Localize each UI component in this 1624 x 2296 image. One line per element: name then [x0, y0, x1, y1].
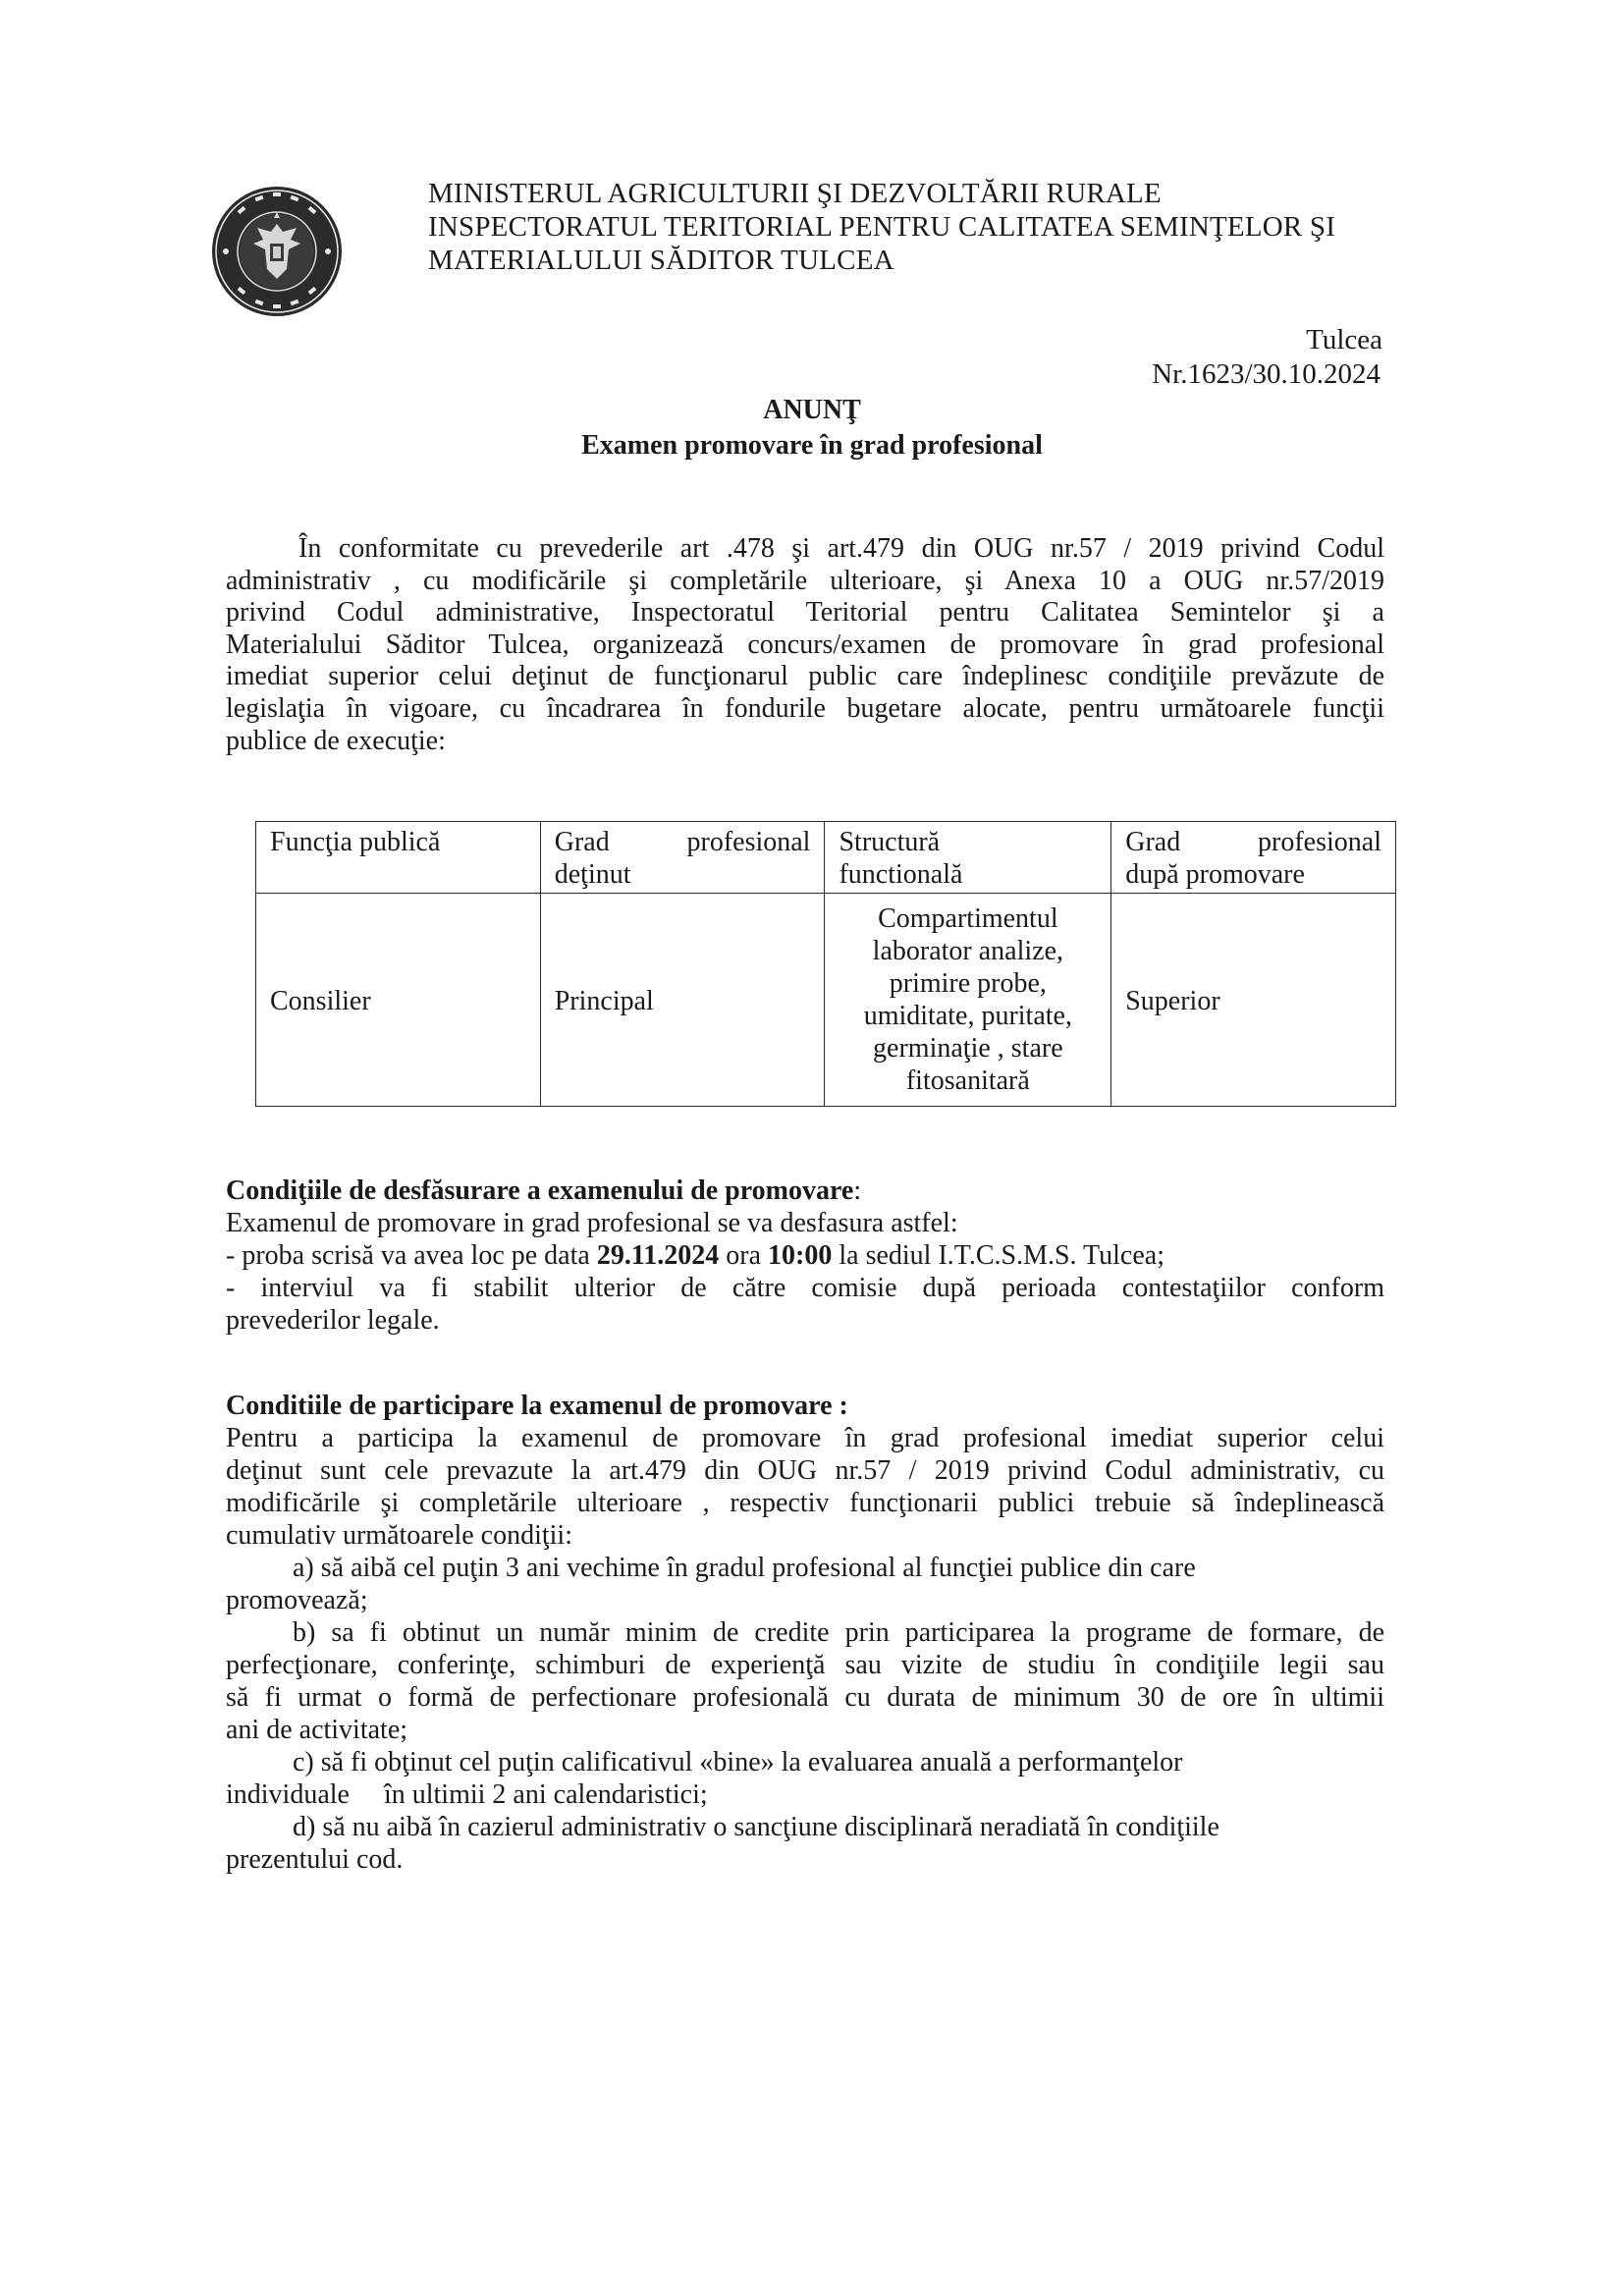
cell-grad-dupa: Superior: [1111, 894, 1396, 1107]
positions-table: [255, 821, 1396, 1107]
condition-a: a) să aibă cel puţin 3 ani vechime în gradul profesional al funcţiei publice din care: [293, 1553, 1196, 1583]
table-header-cell: Grad profesional deţinut: [540, 822, 825, 894]
cell-functia: Consilier: [256, 894, 541, 1107]
condition-b: b) sa fi obtinut un număr minim de credite prin participarea la programe de formare, de: [293, 1617, 1384, 1648]
condition-c: individuale în ultimii 2 ani calendaristici;: [226, 1779, 708, 1810]
interview-line: prevederilor legale.: [226, 1305, 440, 1336]
table-header-row: [256, 822, 1396, 894]
intro-line: administrativ , cu modificările şi completările ulterioare, şi Anexa 10 a OUG nr.57/2019: [226, 565, 1384, 596]
section-line: Examenul de promovare in grad profesional se va desfasura astfel:: [226, 1208, 958, 1238]
section-desfasurare: [226, 1175, 1384, 1337]
header-line-material: MATERIALULUI SĂDITOR TULCEA: [428, 245, 894, 276]
document-registration-number: Nr.1623/30.10.2024: [1152, 358, 1380, 390]
intro-line: publice de execuţie:: [226, 725, 446, 756]
section-line: cumulativ următoarele condiţii:: [226, 1520, 572, 1551]
institution-header: [428, 177, 1459, 277]
cell-structura: Compartimentul laborator analize, primire probe, umiditate, puritate, germinaţie , stare fitosanitară: [825, 894, 1111, 1107]
document-subtitle: Examen promovare în grad profesional: [581, 430, 1043, 461]
header-line-inspectorate: INSPECTORATUL TERITORIAL PENTRU CALITATEA SEMINŢELOR ŞI: [428, 211, 1336, 243]
section-participare: [226, 1390, 1384, 1876]
section-line: modificările şi completările ulterioare , respectiv funcţionarii publici trebuie să îndeplinească: [226, 1488, 1384, 1518]
section-line: deţinut sunt cele prevazute la art.479 din OUG nr.57 / 2019 privind Codul administrativ, cu: [226, 1455, 1384, 1486]
condition-d: prezentului cod.: [226, 1844, 404, 1875]
table-header-cell: Funcţia publică: [256, 822, 541, 894]
table-row: [256, 894, 1396, 1107]
table-header-cell: Grad profesional după promovare: [1111, 822, 1396, 894]
condition-b: să fi urmat o formă de perfectionare profesională cu durata de minimum 30 de ore în ultimii: [226, 1682, 1384, 1713]
condition-c: c) să fi obţinut cel puţin calificativul «bine» la evaluarea anuală a performanţelor: [293, 1747, 1183, 1777]
document-title: ANUNŢ: [763, 395, 861, 425]
condition-b: ani de activitate;: [226, 1715, 408, 1745]
interview-line: - interviul va fi stabilit ulterior de către comisie după perioada contestaţiilor conform: [226, 1273, 1384, 1303]
written-exam-line: - proba scrisă va avea loc pe data 29.11.2024 ora 10:00 la sediul I.T.C.S.M.S. Tulcea;: [226, 1240, 1164, 1271]
header-line-ministry: MINISTERUL AGRICULTURII ŞI DEZVOLTĂRII RURALE: [428, 178, 1162, 209]
intro-line: În conformitate cu prevederile art .478 şi art.479 din OUG nr.57 / 2019 privind Codul: [298, 533, 1384, 564]
section-title: Conditiile de participare la examenul de promovare :: [226, 1391, 848, 1421]
section-title: Condiţiile de desfăsurare a examenului de promovare:: [226, 1175, 862, 1206]
condition-b: perfecţionare, conferinţe, schimburi de experienţă sau vizite de studiu în condiţiile legii sau: [226, 1650, 1384, 1680]
intro-line: Materialului Săditor Tulcea, organizează concurs/examen de promovare în grad profesional: [226, 629, 1384, 660]
intro-line: legislaţia în vigoare, cu încadrarea în fondurile bugetare alocate, pentru următoarele funcţii: [226, 692, 1384, 724]
condition-d: d) să nu aibă în cazierul administrativ o sancţiune disciplinară neradiată în condiţiile: [293, 1812, 1219, 1842]
table-header-cell: Structură functională: [825, 822, 1111, 894]
document-place: Tulcea: [1306, 324, 1382, 355]
intro-line: privind Codul administrative, Inspectoratul Teritorial pentru Calitatea Semintelor şi a: [226, 597, 1384, 629]
exam-date: 29.11.2024: [596, 1240, 720, 1271]
intro-paragraph: [226, 533, 1384, 757]
exam-time: 10:00: [768, 1240, 833, 1271]
condition-a: promovează;: [226, 1585, 368, 1615]
cell-grad-detinut: Principal: [540, 894, 825, 1107]
government-seal-icon: [208, 183, 346, 320]
section-line: Pentru a participa la examenul de promovare în grad profesional imediat superior celui: [226, 1423, 1384, 1453]
intro-line: imediat superior celui deţinut de funcţionarul public care îndeplinesc condiţiile prevăzute de: [226, 661, 1384, 692]
